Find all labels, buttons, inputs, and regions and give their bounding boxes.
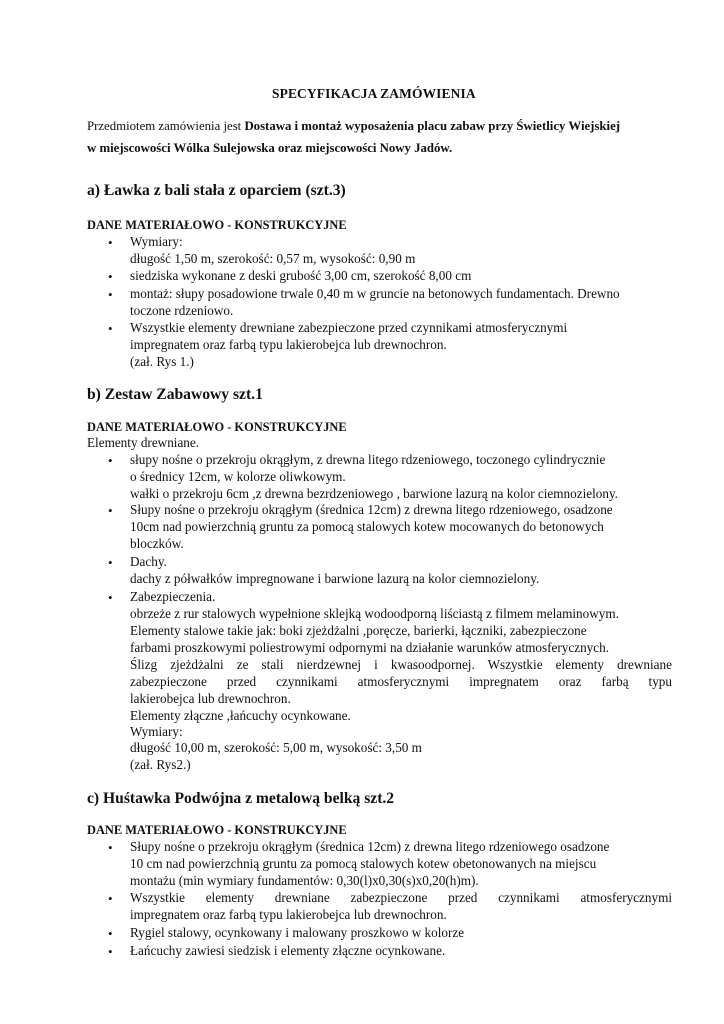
list-item-cont: 10cm nad powierzchnią gruntu za pomocą stalowych kotew mocowanych do betonowych — [130, 519, 604, 534]
list-item: Wszystkie elementy drewniane zabezpieczone przed czynnikami atmosferycznymi — [130, 890, 672, 905]
list-item-cont: wałki o przekroju 6cm ,z drewna bezrdzeniowego , barwione lazurą na kolor ciemnozielony. — [130, 486, 618, 501]
section-b-subheading: DANE MATERIAŁOWO - KONSTRUKCYJNE — [87, 420, 347, 434]
bullet-icon: • — [108, 944, 113, 959]
list-item-cont: Elementy stalowe takie jak: boki zjeżdżalni ,poręcze, barierki, łączniki, zabezpieczone — [130, 623, 587, 638]
list-item-cont: dachy z półwałków impregnowane i barwione lazurą na kolor ciemnozielony. — [130, 571, 540, 586]
list-item-cont: Wymiary: — [130, 724, 183, 739]
list-item-cont: Elementy złączne ,łańcuchy ocynkowane. — [130, 708, 351, 723]
list-item: Wymiary: — [130, 234, 183, 249]
intro-prefix: Przedmiotem zamówienia jest — [87, 119, 245, 133]
list-item: siedziska wykonane z deski grubość 3,00 cm, szerokość 8,00 cm — [130, 268, 472, 283]
list-item: Zabezpieczenia. — [130, 589, 216, 604]
list-item-cont: lakierobejca lub drewnochron. — [130, 691, 291, 706]
list-item-cont: (zał. Rys 1.) — [130, 354, 194, 369]
section-c-heading: c) Huśtawka Podwójna z metalową belką szt.2 — [87, 790, 395, 807]
bullet-icon: • — [108, 926, 113, 941]
list-item: Wszystkie elementy drewniane zabezpieczone przed czynnikami atmosferycznymi — [130, 320, 568, 335]
list-item: montaż: słupy posadowione trwale 0,40 m w gruncie na betonowych fundamentach. Drewno — [130, 286, 620, 301]
list-item-cont: długość 10,00 m, szerokość: 5,00 m, wysokość: 3,50 m — [130, 740, 422, 755]
list-item: słupy nośne o przekroju okrągłym, z drewna litego rdzeniowego, toczonego cylindrycznie — [130, 452, 606, 467]
list-item: Łańcuchy zawiesi siedzisk i elementy złączne ocynkowane. — [130, 943, 446, 958]
bullet-icon: • — [108, 453, 113, 468]
list-item-cont: zabezpieczone przed czynnikami atmosferycznymi impregnatem oraz farbą typu — [130, 674, 672, 689]
list-item: Słupy nośne o przekroju okrągłym (średnica 12cm) z drewna litego rdzeniowego osadzone — [130, 839, 610, 854]
list-item-cont: Ślizg zjeżdżalni ze stali nierdzewnej i kwasoodpornej. Wszystkie elementy drewniane — [130, 657, 672, 672]
list-item-cont: impregnatem oraz farbą typu lakierobejca lub drewnochron. — [130, 907, 447, 922]
list-item-cont: o średnicy 12cm, w kolorze oliwkowym. — [130, 469, 346, 484]
list-item-cont: obrzeże z rur stalowych wypełnione sklejką wodoodporną liściastą z filmem melaminowym. — [130, 606, 619, 621]
bullet-icon: • — [108, 235, 113, 250]
bullet-icon: • — [108, 840, 113, 855]
list-item: Rygiel stalowy, ocynkowany i malowany proszkowo w kolorze — [130, 925, 465, 940]
section-a-heading: a) Ławka z bali stała z oparciem (szt.3) — [87, 182, 346, 199]
intro-line-1 — [87, 119, 620, 134]
bullet-icon: • — [108, 269, 113, 284]
list-item: Dachy. — [130, 554, 167, 569]
list-item-cont: 10 cm nad powierzchnią gruntu za pomocą stalowych kotew obetonowanych na miejscu — [130, 856, 597, 871]
bullet-icon: • — [108, 503, 113, 518]
section-c-subheading: DANE MATERIAŁOWO - KONSTRUKCYJNE — [87, 823, 347, 837]
section-b-lead: Elementy drewniane. — [87, 435, 200, 450]
list-item-cont: bloczków. — [130, 536, 184, 551]
intro-line-2 — [87, 141, 452, 156]
bullet-icon: • — [108, 891, 113, 906]
list-item-cont: montażu (min wymiary fundamentów: 0,30(l)x0,30(s)x0,20(h)m). — [130, 873, 479, 888]
list-item-cont: toczone rdzeniowo. — [130, 303, 234, 318]
bullet-icon: • — [108, 287, 113, 302]
intro-bold-1: Dostawa i montaż wyposażenia placu zabaw przy Świetlicy Wiejskiej — [244, 119, 621, 133]
section-a-subheading: DANE MATERIAŁOWO - KONSTRUKCYJNE — [87, 218, 347, 232]
document-title: SPECYFIKACJA ZAMÓWIENIA — [272, 86, 476, 101]
bullet-icon: • — [108, 555, 113, 570]
section-b-heading: b) Zestaw Zabawowy szt.1 — [87, 386, 263, 403]
bullet-icon: • — [108, 321, 113, 336]
list-item-cont: impregnatem oraz farbą typu lakierobejca lub drewnochron. — [130, 337, 447, 352]
list-item-cont: (zał. Rys2.) — [130, 757, 191, 772]
bullet-icon: • — [108, 590, 113, 605]
intro-bold-2: w miejscowości Wólka Sulejowska oraz miejscowości Nowy Jadów. — [87, 141, 453, 155]
list-item-cont: farbami proszkowymi poliestrowymi odpornymi na działanie warunków atmosferycznych. — [130, 640, 610, 655]
list-item: Słupy nośne o przekroju okrągłym (średnica 12cm) z drewna litego rdzeniowego, osadzone — [130, 502, 613, 517]
list-item-cont: długość 1,50 m, szerokość: 0,57 m, wysokość: 0,90 m — [130, 251, 416, 266]
